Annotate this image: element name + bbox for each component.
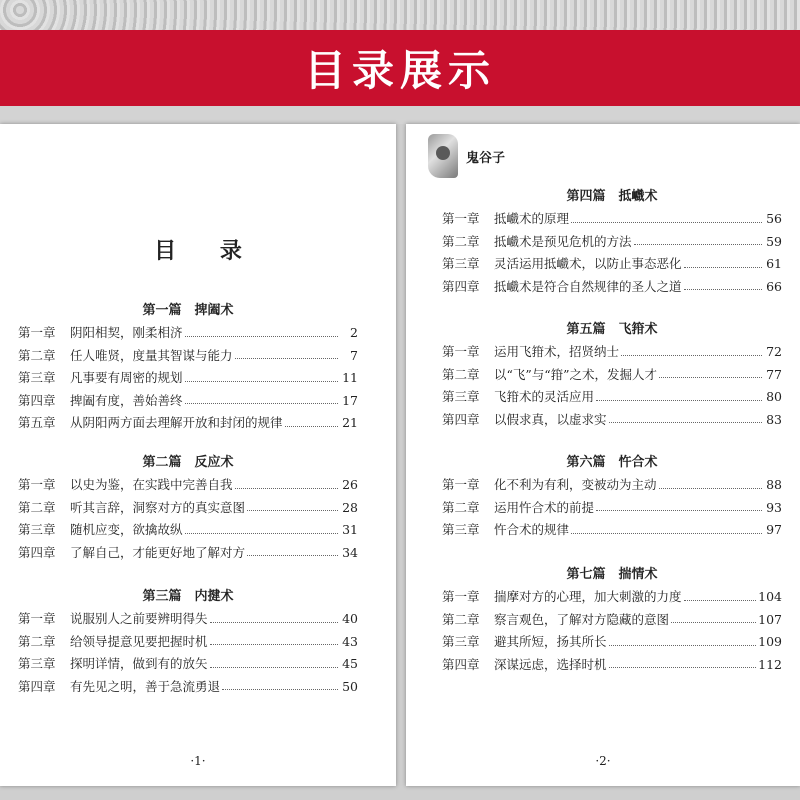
chapter-page: 7 (350, 347, 358, 363)
chapter-title: 任人唯贤，度量其智谋与能力 (70, 347, 233, 363)
chapter-title: 阴阳相契，刚柔相济 (70, 325, 183, 340)
chapter-page: 34 (342, 544, 358, 560)
chapter-number: 第三章 (18, 522, 56, 537)
chapter-title: 运用飞箝术，招贤纳士 (494, 344, 620, 359)
chapter-number: 第三章 (442, 522, 480, 537)
dot-leader (596, 502, 762, 511)
chapter-page: 72 (766, 344, 782, 359)
chapter-number: 第二章 (442, 233, 480, 249)
chapter-title: 捭阖有度，善始善终 (70, 392, 183, 408)
toc-entry (442, 586, 782, 609)
chapter-number: 第一章 (18, 325, 56, 340)
chapter-number: 第四章 (442, 278, 480, 294)
chapter-title: 从阴阳两方面去理解开放和封闭的规律 (70, 415, 283, 430)
chapter-title: 灵活运用抵巇术，以防止事态恶化 (494, 256, 682, 271)
chapter-number: 第四章 (442, 656, 480, 672)
dot-leader (571, 214, 762, 223)
toc-part (442, 564, 782, 676)
chapter-page: 50 (342, 678, 358, 694)
chapter-page: 80 (766, 389, 782, 404)
banner-title: 目录展示 (303, 46, 496, 95)
chapter-title: 避其所短，扬其所长 (494, 634, 607, 649)
page-number: ·1· (190, 754, 206, 768)
toc-part (442, 186, 782, 298)
dot-leader (185, 395, 338, 404)
chapter-number: 第二章 (18, 347, 56, 363)
chapter-number: 第一章 (18, 611, 56, 626)
chapter-title: 抵巇术的原理 (494, 211, 570, 226)
dot-leader (659, 480, 762, 489)
book-header (428, 134, 505, 178)
dot-leader (210, 659, 338, 668)
toc-entry (442, 631, 782, 654)
chapter-title: 有先见之明，善于急流勇退 (70, 678, 221, 694)
toc-entry (18, 322, 358, 345)
dot-leader (684, 281, 762, 290)
chapter-page: 43 (342, 633, 358, 649)
chapter-title: 抵巇术是预见危机的方法 (494, 233, 632, 249)
toc-entry (442, 231, 782, 254)
dot-leader (247, 547, 338, 556)
toc-entry (442, 364, 782, 387)
chapter-page: 11 (342, 370, 358, 385)
toc-entry (442, 409, 782, 432)
toc-title: 目 录 (154, 238, 260, 264)
part-title: 第三篇 内揵术 (142, 589, 234, 604)
decorative-pattern-strip (0, 0, 800, 30)
chapter-page: 59 (766, 233, 782, 249)
chapter-page: 26 (342, 477, 358, 492)
chapter-page: 83 (766, 411, 782, 427)
toc-entry (18, 390, 358, 413)
dot-leader (571, 525, 762, 534)
toc-part (18, 300, 358, 435)
chapter-number: 第四章 (18, 392, 56, 408)
dot-leader (210, 636, 338, 645)
left-page (0, 124, 396, 786)
guiguzi-logo-icon (428, 134, 458, 178)
dot-leader (609, 414, 762, 423)
chapter-title: 以史为鉴，在实践中完善自我 (70, 477, 233, 492)
chapter-page: 112 (758, 656, 782, 672)
chapter-title: 深谋远虑，选择时机 (494, 656, 607, 672)
chapter-page: 45 (342, 656, 358, 671)
toc-entry (442, 341, 782, 364)
dot-leader (671, 614, 756, 623)
chapter-number: 第三章 (442, 389, 480, 404)
chapter-page: 77 (766, 366, 782, 382)
gray-band (0, 106, 800, 124)
chapter-title: 说服别人之前要辨明得失 (70, 611, 208, 626)
toc-entry (442, 474, 782, 497)
part-title: 第五篇 飞箝术 (566, 322, 658, 337)
chapter-number: 第四章 (442, 411, 480, 427)
toc-entry (442, 386, 782, 409)
chapter-title: 以假求真，以虚求实 (494, 411, 607, 427)
dot-leader (185, 328, 338, 337)
chapter-number: 第三章 (442, 256, 480, 271)
toc-entry (18, 631, 358, 654)
chapter-page: 66 (766, 278, 782, 294)
dot-leader (222, 681, 338, 690)
chapter-page: 93 (766, 499, 782, 515)
chapter-page: 61 (766, 256, 782, 271)
chapter-number: 第四章 (18, 544, 56, 560)
toc-entry (18, 542, 358, 565)
toc-entry (442, 276, 782, 299)
toc-part (18, 452, 358, 564)
chapter-number: 第一章 (18, 477, 56, 492)
chapter-title: 探明详情，做到有的放矢 (70, 656, 208, 671)
toc-part (442, 452, 782, 542)
dot-leader (210, 614, 338, 623)
chapter-number: 第三章 (18, 656, 56, 671)
chapter-page: 17 (342, 392, 358, 408)
chapter-page: 21 (342, 415, 358, 430)
toc-entry (18, 497, 358, 520)
chapter-page: 28 (342, 499, 358, 515)
toc-part (18, 586, 358, 698)
chapter-number: 第二章 (442, 499, 480, 515)
part-title: 第四篇 抵巇术 (566, 189, 658, 204)
dot-leader (609, 659, 757, 668)
toc-entry (442, 654, 782, 677)
toc-entry (18, 367, 358, 390)
chapter-page: 2 (350, 325, 358, 340)
dot-leader (684, 592, 757, 601)
part-title: 第一篇 捭阖术 (142, 303, 234, 318)
chapter-page: 88 (766, 477, 782, 492)
chapter-title: 忤合术的规律 (494, 522, 570, 537)
part-title: 第二篇 反应术 (142, 455, 234, 470)
dot-leader (235, 480, 338, 489)
right-page (406, 124, 800, 786)
toc-entry (442, 609, 782, 632)
toc-entry (442, 253, 782, 276)
part-title: 第六篇 忤合术 (566, 455, 658, 470)
chapter-title: 运用忤合术的前提 (494, 499, 595, 515)
chapter-page: 107 (758, 611, 782, 627)
chapter-title: 随机应变，欲擒故纵 (70, 522, 183, 537)
dot-leader (185, 525, 338, 534)
toc-entry (18, 474, 358, 497)
chapter-number: 第一章 (442, 344, 480, 359)
chapter-number: 第二章 (442, 611, 480, 627)
book-name: 鬼谷子 (466, 150, 506, 166)
chapter-number: 第五章 (18, 415, 56, 430)
chapter-number: 第三章 (18, 370, 56, 385)
page-number: ·2· (595, 754, 611, 768)
chapter-title: 察言观色，了解对方隐藏的意图 (494, 611, 670, 627)
dot-leader (621, 347, 762, 356)
chapter-number: 第一章 (442, 477, 480, 492)
chapter-page: 56 (766, 211, 782, 226)
title-banner (0, 30, 800, 106)
chapter-number: 第二章 (18, 633, 56, 649)
dot-leader (684, 259, 762, 268)
dot-leader (185, 373, 338, 382)
toc-entry (18, 608, 358, 631)
chapter-page: 109 (758, 634, 782, 649)
chapter-page: 40 (342, 611, 358, 626)
toc-part (442, 319, 782, 431)
chapter-number: 第一章 (442, 211, 480, 226)
toc-entry (18, 345, 358, 368)
toc-entry (18, 676, 358, 699)
dot-leader (659, 369, 762, 378)
chapter-title: 以“飞”与“箝”之术，发掘人才 (494, 366, 658, 382)
chapter-number: 第三章 (442, 634, 480, 649)
toc-entry (18, 519, 358, 542)
chapter-page: 97 (766, 522, 782, 537)
chapter-number: 第二章 (442, 366, 480, 382)
dot-leader (596, 392, 762, 401)
chapter-title: 化不利为有利，变被动为主动 (494, 477, 657, 492)
chapter-title: 了解自己，才能更好地了解对方 (70, 544, 246, 560)
toc-entry (442, 519, 782, 542)
dot-leader (247, 502, 338, 511)
chapter-number: 第四章 (18, 678, 56, 694)
toc-entry (18, 412, 358, 435)
chapter-title: 揣摩对方的心理，加大刺激的力度 (494, 589, 682, 604)
chapter-title: 飞箝术的灵活应用 (494, 389, 595, 404)
dot-leader (609, 637, 757, 646)
chapter-title: 凡事要有周密的规划 (70, 370, 183, 385)
chapter-title: 听其言辞，洞察对方的真实意图 (70, 499, 246, 515)
dot-leader (235, 350, 338, 359)
part-title: 第七篇 揣情术 (566, 567, 658, 582)
chapter-page: 31 (342, 522, 358, 537)
chapter-page: 104 (758, 589, 782, 604)
dot-leader (634, 236, 762, 245)
chapter-number: 第二章 (18, 499, 56, 515)
toc-entry (442, 497, 782, 520)
chapter-number: 第一章 (442, 589, 480, 604)
dot-leader (285, 418, 338, 427)
toc-entry (442, 208, 782, 231)
toc-entry (18, 653, 358, 676)
chapter-title: 抵巇术是符合自然规律的圣人之道 (494, 278, 682, 294)
chapter-title: 给领导提意见要把握时机 (70, 633, 208, 649)
